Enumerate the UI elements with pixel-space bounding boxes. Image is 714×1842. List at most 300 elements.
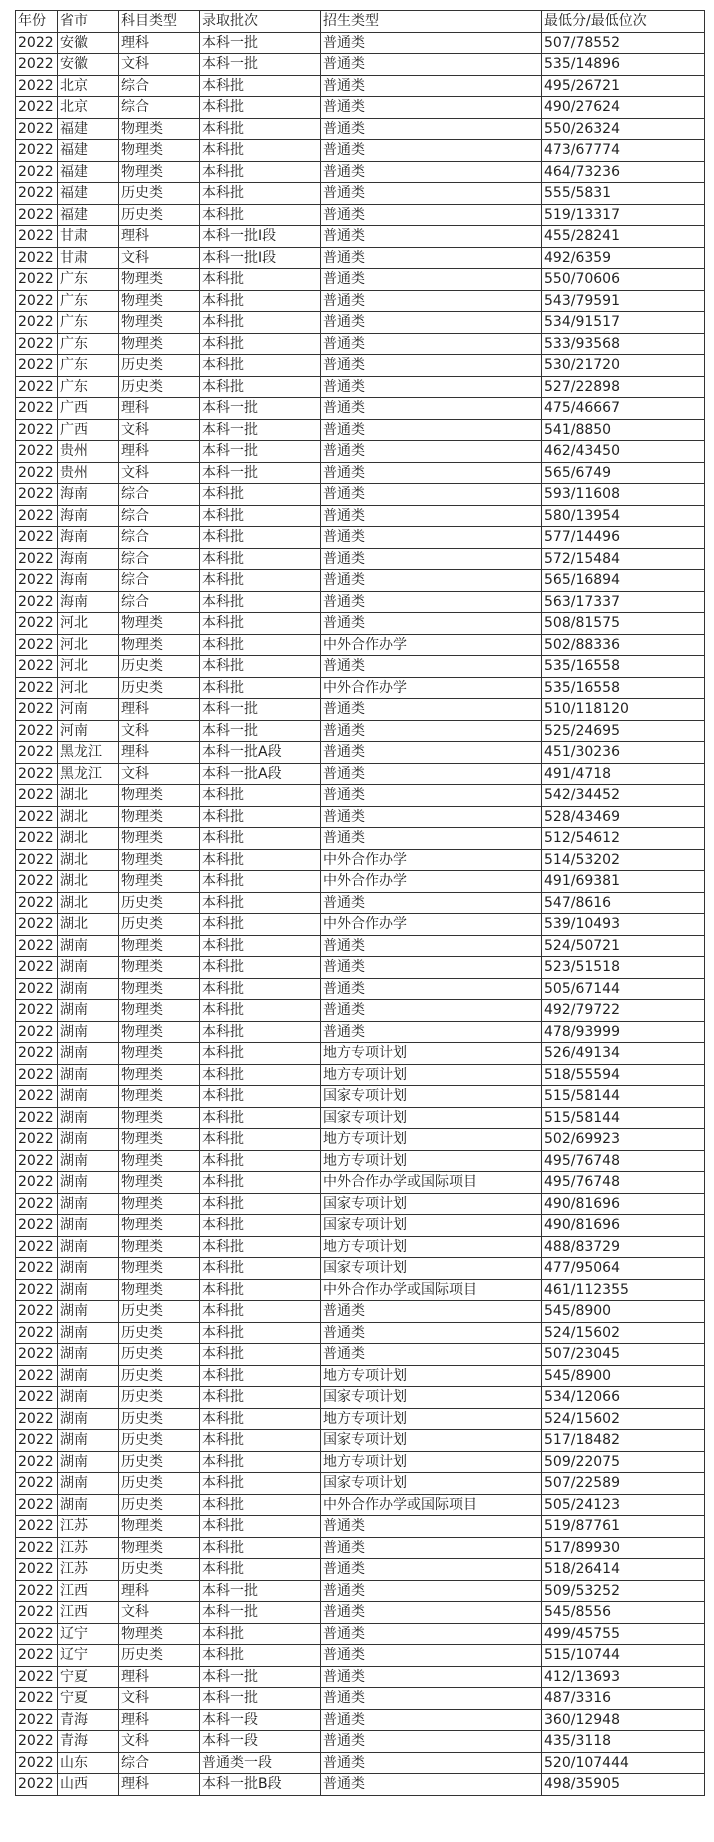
cell-admission-batch: 本科批 — [200, 1387, 321, 1409]
cell-year: 2022 — [16, 1365, 58, 1387]
cell-subject-type: 文科 — [119, 763, 200, 785]
cell-year: 2022 — [16, 1150, 58, 1172]
cell-admission-batch: 本科批 — [200, 1408, 321, 1430]
cell-province: 福建 — [58, 140, 119, 162]
admission-score-table — [15, 10, 705, 1796]
cell-province: 湖北 — [58, 892, 119, 914]
cell-min-score-rank: 518/55594 — [542, 1064, 705, 1086]
cell-enrollment-type: 普通类 — [321, 828, 542, 850]
cell-province: 青海 — [58, 1709, 119, 1731]
cell-province: 河南 — [58, 720, 119, 742]
cell-min-score-rank: 563/17337 — [542, 591, 705, 613]
cell-enrollment-type: 普通类 — [321, 892, 542, 914]
table-row — [16, 785, 705, 807]
cell-province: 湖南 — [58, 1064, 119, 1086]
table-row — [16, 1516, 705, 1538]
cell-admission-batch: 本科批 — [200, 1129, 321, 1151]
cell-subject-type: 物理类 — [119, 1279, 200, 1301]
cell-min-score-rank: 520/107444 — [542, 1752, 705, 1774]
cell-min-score-rank: 517/18482 — [542, 1430, 705, 1452]
cell-subject-type: 历史类 — [119, 183, 200, 205]
cell-province: 宁夏 — [58, 1688, 119, 1710]
cell-enrollment-type: 地方专项计划 — [321, 1451, 542, 1473]
cell-year: 2022 — [16, 978, 58, 1000]
cell-enrollment-type: 普通类 — [321, 1301, 542, 1323]
cell-admission-batch: 本科批 — [200, 935, 321, 957]
table-row — [16, 1000, 705, 1022]
table-row — [16, 1774, 705, 1796]
cell-min-score-rank: 526/49134 — [542, 1043, 705, 1065]
cell-enrollment-type: 普通类 — [321, 484, 542, 506]
cell-min-score-rank: 499/45755 — [542, 1623, 705, 1645]
cell-subject-type: 历史类 — [119, 1451, 200, 1473]
cell-subject-type: 物理类 — [119, 1150, 200, 1172]
table-header — [16, 11, 705, 33]
cell-admission-batch: 本科批 — [200, 1193, 321, 1215]
cell-enrollment-type: 普通类 — [321, 613, 542, 635]
cell-province: 河北 — [58, 613, 119, 635]
cell-admission-batch: 本科批 — [200, 269, 321, 291]
cell-min-score-rank: 515/58144 — [542, 1107, 705, 1129]
table-row — [16, 462, 705, 484]
table-row — [16, 1602, 705, 1624]
table-row — [16, 1150, 705, 1172]
cell-subject-type: 物理类 — [119, 828, 200, 850]
table-row — [16, 1408, 705, 1430]
cell-province: 海南 — [58, 591, 119, 613]
cell-admission-batch: 本科批 — [200, 1365, 321, 1387]
table-row — [16, 742, 705, 764]
cell-enrollment-type: 普通类 — [321, 570, 542, 592]
cell-subject-type: 综合 — [119, 548, 200, 570]
cell-enrollment-type: 普通类 — [321, 183, 542, 205]
cell-min-score-rank: 593/11608 — [542, 484, 705, 506]
table-row — [16, 376, 705, 398]
cell-min-score-rank: 577/14496 — [542, 527, 705, 549]
cell-admission-batch: 本科批 — [200, 290, 321, 312]
cell-province: 海南 — [58, 570, 119, 592]
table-row — [16, 1043, 705, 1065]
cell-subject-type: 物理类 — [119, 1021, 200, 1043]
cell-min-score-rank: 491/4718 — [542, 763, 705, 785]
cell-year: 2022 — [16, 892, 58, 914]
cell-enrollment-type: 国家专项计划 — [321, 1215, 542, 1237]
cell-enrollment-type: 普通类 — [321, 785, 542, 807]
cell-admission-batch: 本科批 — [200, 1043, 321, 1065]
cell-province: 贵州 — [58, 441, 119, 463]
cell-subject-type: 物理类 — [119, 118, 200, 140]
cell-admission-batch: 本科一批 — [200, 699, 321, 721]
table-row — [16, 1258, 705, 1280]
cell-min-score-rank: 545/8900 — [542, 1301, 705, 1323]
cell-enrollment-type: 普通类 — [321, 226, 542, 248]
cell-subject-type: 历史类 — [119, 1494, 200, 1516]
table-row — [16, 591, 705, 613]
cell-admission-batch: 本科一批 — [200, 1580, 321, 1602]
cell-admission-batch: 本科批 — [200, 1279, 321, 1301]
cell-year: 2022 — [16, 1645, 58, 1667]
cell-year: 2022 — [16, 505, 58, 527]
cell-enrollment-type: 地方专项计划 — [321, 1365, 542, 1387]
cell-year: 2022 — [16, 32, 58, 54]
cell-enrollment-type: 地方专项计划 — [321, 1129, 542, 1151]
cell-year: 2022 — [16, 97, 58, 119]
cell-subject-type: 理科 — [119, 742, 200, 764]
cell-enrollment-type: 普通类 — [321, 978, 542, 1000]
cell-enrollment-type: 普通类 — [321, 398, 542, 420]
table-row — [16, 527, 705, 549]
cell-year: 2022 — [16, 1387, 58, 1409]
cell-min-score-rank: 524/50721 — [542, 935, 705, 957]
table-row — [16, 1666, 705, 1688]
cell-subject-type: 理科 — [119, 1580, 200, 1602]
cell-year: 2022 — [16, 1623, 58, 1645]
cell-admission-batch: 本科批 — [200, 570, 321, 592]
cell-subject-type: 物理类 — [119, 1258, 200, 1280]
cell-year: 2022 — [16, 613, 58, 635]
cell-admission-batch: 本科一段 — [200, 1709, 321, 1731]
cell-enrollment-type: 普通类 — [321, 548, 542, 570]
cell-province: 广东 — [58, 333, 119, 355]
cell-year: 2022 — [16, 1344, 58, 1366]
cell-subject-type: 历史类 — [119, 1408, 200, 1430]
cell-enrollment-type: 普通类 — [321, 247, 542, 269]
table-row — [16, 161, 705, 183]
cell-province: 青海 — [58, 1731, 119, 1753]
cell-min-score-rank: 542/34452 — [542, 785, 705, 807]
cell-admission-batch: 本科批 — [200, 527, 321, 549]
cell-min-score-rank: 475/46667 — [542, 398, 705, 420]
cell-subject-type: 历史类 — [119, 1387, 200, 1409]
cell-subject-type: 理科 — [119, 441, 200, 463]
cell-min-score-rank: 535/16558 — [542, 677, 705, 699]
table-row — [16, 290, 705, 312]
cell-enrollment-type: 普通类 — [321, 1602, 542, 1624]
cell-min-score-rank: 524/15602 — [542, 1322, 705, 1344]
cell-admission-batch: 本科批 — [200, 677, 321, 699]
cell-subject-type: 物理类 — [119, 140, 200, 162]
cell-admission-batch: 本科批 — [200, 1645, 321, 1667]
cell-admission-batch: 本科批 — [200, 1172, 321, 1194]
cell-min-score-rank: 519/87761 — [542, 1516, 705, 1538]
cell-subject-type: 历史类 — [119, 1559, 200, 1581]
cell-min-score-rank: 512/54612 — [542, 828, 705, 850]
cell-year: 2022 — [16, 1688, 58, 1710]
cell-min-score-rank: 495/76748 — [542, 1172, 705, 1194]
cell-admission-batch: 本科批 — [200, 806, 321, 828]
cell-subject-type: 物理类 — [119, 1193, 200, 1215]
cell-province: 湖北 — [58, 785, 119, 807]
cell-year: 2022 — [16, 247, 58, 269]
table-row — [16, 269, 705, 291]
cell-min-score-rank: 505/24123 — [542, 1494, 705, 1516]
cell-year: 2022 — [16, 1000, 58, 1022]
cell-year: 2022 — [16, 935, 58, 957]
cell-province: 湖南 — [58, 1107, 119, 1129]
cell-enrollment-type: 普通类 — [321, 1516, 542, 1538]
cell-admission-batch: 本科批 — [200, 1150, 321, 1172]
cell-min-score-rank: 507/78552 — [542, 32, 705, 54]
cell-admission-batch: 本科批 — [200, 1430, 321, 1452]
cell-admission-batch: 本科批 — [200, 656, 321, 678]
table-row — [16, 419, 705, 441]
cell-province: 安徽 — [58, 54, 119, 76]
cell-province: 贵州 — [58, 462, 119, 484]
table-row — [16, 677, 705, 699]
cell-min-score-rank: 525/24695 — [542, 720, 705, 742]
cell-admission-batch: 本科批 — [200, 97, 321, 119]
cell-province: 湖北 — [58, 828, 119, 850]
cell-admission-batch: 本科批 — [200, 1537, 321, 1559]
cell-province: 安徽 — [58, 32, 119, 54]
cell-admission-batch: 本科批 — [200, 505, 321, 527]
cell-year: 2022 — [16, 1580, 58, 1602]
cell-year: 2022 — [16, 548, 58, 570]
cell-min-score-rank: 508/81575 — [542, 613, 705, 635]
cell-subject-type: 综合 — [119, 570, 200, 592]
table-row — [16, 1430, 705, 1452]
cell-admission-batch: 本科批 — [200, 484, 321, 506]
cell-enrollment-type: 普通类 — [321, 1645, 542, 1667]
cell-admission-batch: 本科批 — [200, 591, 321, 613]
cell-subject-type: 物理类 — [119, 785, 200, 807]
cell-min-score-rank: 455/28241 — [542, 226, 705, 248]
cell-year: 2022 — [16, 914, 58, 936]
table-row — [16, 505, 705, 527]
cell-province: 湖南 — [58, 1086, 119, 1108]
table-row — [16, 1021, 705, 1043]
cell-province: 湖南 — [58, 957, 119, 979]
table-row — [16, 484, 705, 506]
table-row — [16, 1172, 705, 1194]
cell-min-score-rank: 545/8556 — [542, 1602, 705, 1624]
cell-year: 2022 — [16, 1430, 58, 1452]
cell-enrollment-type: 国家专项计划 — [321, 1430, 542, 1452]
cell-province: 湖南 — [58, 1150, 119, 1172]
cell-subject-type: 物理类 — [119, 1236, 200, 1258]
cell-min-score-rank: 462/43450 — [542, 441, 705, 463]
table-row — [16, 1623, 705, 1645]
cell-admission-batch: 本科批 — [200, 914, 321, 936]
cell-admission-batch: 本科批 — [200, 140, 321, 162]
cell-province: 湖南 — [58, 1365, 119, 1387]
cell-admission-batch: 本科批 — [200, 161, 321, 183]
cell-year: 2022 — [16, 1666, 58, 1688]
cell-admission-batch: 本科批 — [200, 828, 321, 850]
table-row — [16, 1709, 705, 1731]
cell-min-score-rank: 490/81696 — [542, 1215, 705, 1237]
cell-admission-batch: 本科批 — [200, 1344, 321, 1366]
cell-province: 广东 — [58, 312, 119, 334]
cell-subject-type: 综合 — [119, 505, 200, 527]
table-row — [16, 1236, 705, 1258]
cell-admission-batch: 本科批 — [200, 1107, 321, 1129]
cell-enrollment-type: 普通类 — [321, 140, 542, 162]
cell-year: 2022 — [16, 54, 58, 76]
table-row — [16, 247, 705, 269]
cell-enrollment-type: 普通类 — [321, 333, 542, 355]
cell-min-score-rank: 435/3118 — [542, 1731, 705, 1753]
cell-province: 广西 — [58, 419, 119, 441]
cell-enrollment-type: 普通类 — [321, 161, 542, 183]
cell-province: 湖南 — [58, 1408, 119, 1430]
cell-year: 2022 — [16, 957, 58, 979]
cell-enrollment-type: 普通类 — [321, 1752, 542, 1774]
cell-year: 2022 — [16, 527, 58, 549]
table-row — [16, 978, 705, 1000]
cell-enrollment-type: 地方专项计划 — [321, 1043, 542, 1065]
cell-min-score-rank: 550/26324 — [542, 118, 705, 140]
table-row — [16, 1387, 705, 1409]
table-row — [16, 1580, 705, 1602]
cell-min-score-rank: 451/30236 — [542, 742, 705, 764]
cell-enrollment-type: 普通类 — [321, 957, 542, 979]
cell-enrollment-type: 国家专项计划 — [321, 1086, 542, 1108]
cell-min-score-rank: 464/73236 — [542, 161, 705, 183]
cell-min-score-rank: 507/22589 — [542, 1473, 705, 1495]
cell-admission-batch: 本科批 — [200, 1236, 321, 1258]
cell-subject-type: 理科 — [119, 1774, 200, 1796]
cell-province: 湖南 — [58, 1279, 119, 1301]
cell-enrollment-type: 普通类 — [321, 806, 542, 828]
cell-enrollment-type: 普通类 — [321, 355, 542, 377]
cell-enrollment-type: 普通类 — [321, 441, 542, 463]
header-year: 年份 — [16, 11, 58, 33]
cell-province: 山东 — [58, 1752, 119, 1774]
cell-subject-type: 历史类 — [119, 1322, 200, 1344]
cell-enrollment-type: 普通类 — [321, 75, 542, 97]
table-row — [16, 1451, 705, 1473]
table-row — [16, 1473, 705, 1495]
cell-province: 北京 — [58, 75, 119, 97]
cell-enrollment-type: 普通类 — [321, 1021, 542, 1043]
cell-enrollment-type: 普通类 — [321, 505, 542, 527]
table-row — [16, 312, 705, 334]
cell-province: 江苏 — [58, 1537, 119, 1559]
cell-enrollment-type: 普通类 — [321, 1688, 542, 1710]
cell-province: 湖南 — [58, 1215, 119, 1237]
cell-subject-type: 物理类 — [119, 1043, 200, 1065]
cell-admission-batch: 本科一批A段 — [200, 763, 321, 785]
cell-enrollment-type: 普通类 — [321, 462, 542, 484]
table-row — [16, 1086, 705, 1108]
table-row — [16, 914, 705, 936]
table-row — [16, 720, 705, 742]
table-row — [16, 441, 705, 463]
cell-min-score-rank: 515/10744 — [542, 1645, 705, 1667]
cell-admission-batch: 本科一批I段 — [200, 226, 321, 248]
cell-min-score-rank: 543/79591 — [542, 290, 705, 312]
cell-min-score-rank: 541/8850 — [542, 419, 705, 441]
cell-subject-type: 历史类 — [119, 204, 200, 226]
table-row — [16, 97, 705, 119]
cell-admission-batch: 本科批 — [200, 548, 321, 570]
cell-admission-batch: 本科批 — [200, 1451, 321, 1473]
cell-province: 福建 — [58, 204, 119, 226]
cell-subject-type: 文科 — [119, 1688, 200, 1710]
cell-admission-batch: 本科批 — [200, 957, 321, 979]
cell-year: 2022 — [16, 1064, 58, 1086]
table-row — [16, 828, 705, 850]
cell-year: 2022 — [16, 1752, 58, 1774]
cell-admission-batch: 本科批 — [200, 1516, 321, 1538]
cell-year: 2022 — [16, 1021, 58, 1043]
cell-admission-batch: 本科批 — [200, 1322, 321, 1344]
cell-subject-type: 物理类 — [119, 290, 200, 312]
cell-subject-type: 物理类 — [119, 1516, 200, 1538]
cell-subject-type: 物理类 — [119, 849, 200, 871]
cell-subject-type: 理科 — [119, 1666, 200, 1688]
cell-enrollment-type: 普通类 — [321, 204, 542, 226]
cell-province: 河北 — [58, 677, 119, 699]
cell-admission-batch: 本科一批 — [200, 54, 321, 76]
cell-province: 辽宁 — [58, 1623, 119, 1645]
cell-enrollment-type: 地方专项计划 — [321, 1064, 542, 1086]
cell-min-score-rank: 487/3316 — [542, 1688, 705, 1710]
cell-subject-type: 物理类 — [119, 333, 200, 355]
cell-admission-batch: 本科批 — [200, 183, 321, 205]
cell-province: 山西 — [58, 1774, 119, 1796]
cell-province: 宁夏 — [58, 1666, 119, 1688]
cell-province: 甘肃 — [58, 226, 119, 248]
cell-enrollment-type: 普通类 — [321, 656, 542, 678]
cell-province: 福建 — [58, 183, 119, 205]
cell-province: 湖南 — [58, 1021, 119, 1043]
cell-province: 湖南 — [58, 1301, 119, 1323]
cell-min-score-rank: 492/79722 — [542, 1000, 705, 1022]
cell-subject-type: 历史类 — [119, 376, 200, 398]
cell-province: 江西 — [58, 1602, 119, 1624]
table-row — [16, 634, 705, 656]
cell-min-score-rank: 518/26414 — [542, 1559, 705, 1581]
cell-province: 湖南 — [58, 1387, 119, 1409]
cell-admission-batch: 本科一批 — [200, 1688, 321, 1710]
table-row — [16, 1215, 705, 1237]
cell-enrollment-type: 地方专项计划 — [321, 1236, 542, 1258]
cell-enrollment-type: 国家专项计划 — [321, 1387, 542, 1409]
cell-admission-batch: 本科批 — [200, 1494, 321, 1516]
header-subject-type: 科目类型 — [119, 11, 200, 33]
cell-province: 湖南 — [58, 1000, 119, 1022]
cell-year: 2022 — [16, 1279, 58, 1301]
cell-min-score-rank: 490/81696 — [542, 1193, 705, 1215]
cell-enrollment-type: 中外合作办学 — [321, 871, 542, 893]
cell-subject-type: 物理类 — [119, 1129, 200, 1151]
cell-min-score-rank: 478/93999 — [542, 1021, 705, 1043]
cell-subject-type: 综合 — [119, 591, 200, 613]
cell-year: 2022 — [16, 118, 58, 140]
cell-year: 2022 — [16, 1193, 58, 1215]
cell-year: 2022 — [16, 1731, 58, 1753]
table-row — [16, 140, 705, 162]
cell-subject-type: 历史类 — [119, 892, 200, 914]
table-row — [16, 1645, 705, 1667]
table-row — [16, 1494, 705, 1516]
cell-min-score-rank: 519/13317 — [542, 204, 705, 226]
header-row — [16, 11, 705, 33]
table-row — [16, 957, 705, 979]
cell-min-score-rank: 535/14896 — [542, 54, 705, 76]
cell-admission-batch: 本科批 — [200, 204, 321, 226]
cell-province: 湖南 — [58, 978, 119, 1000]
cell-min-score-rank: 492/6359 — [542, 247, 705, 269]
cell-province: 海南 — [58, 527, 119, 549]
cell-subject-type: 历史类 — [119, 1430, 200, 1452]
cell-admission-batch: 本科批 — [200, 871, 321, 893]
cell-admission-batch: 本科批 — [200, 1623, 321, 1645]
cell-enrollment-type: 普通类 — [321, 742, 542, 764]
cell-subject-type: 物理类 — [119, 1086, 200, 1108]
